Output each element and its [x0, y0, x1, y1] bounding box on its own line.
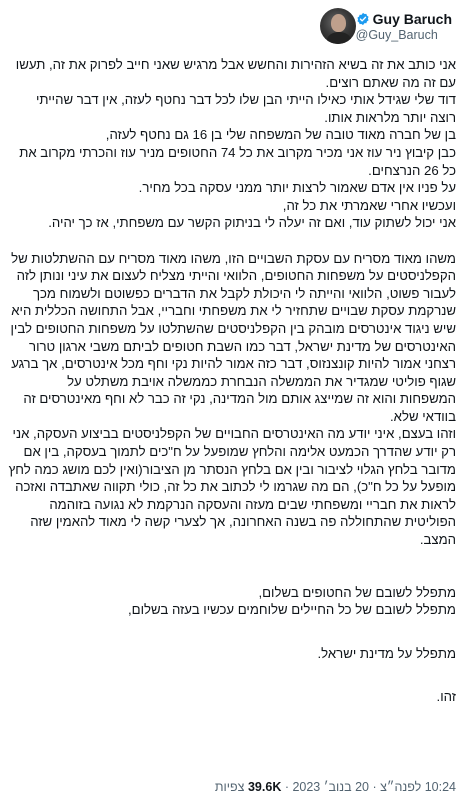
- tweet-paragraph: מתפלל על מדינת ישראל.: [317, 645, 456, 661]
- tweet-paragraph: אני כותב את זה בשיא הזהירות והחשש אבל מרגיש שאני חייב לפרוק את זה, תעשו עם זה מה שאתם רוצים.: [15, 57, 456, 90]
- tweet-paragraph: אני יכול לשתוק עוד, ואם זה יעלה לי בניתוק הקשר עם משפחתי, אז כך יהיה.: [48, 215, 456, 231]
- tweet-paragraph: מתפלל לשובם של החטופים בשלום,: [258, 584, 456, 600]
- views-label: צפיות: [214, 780, 245, 794]
- tweet-header: [0, 0, 462, 50]
- tweet-date[interactable]: 20 בנוב׳ 2023: [292, 780, 369, 794]
- tweet-paragraph: משהו מאוד מסריח עם עסקת השבויים הזו, משהו מאוד מסריח עם ההשתלטות של הקפלניסטים על משפחות החטופים, הלוואי והייתי מצליח לעצום את עיני ונותן לזה לעבור פשוט, הלוואי והייתה לי היכולת לקבל את הדברים כפשוטם ולשמוח מכך שנרקמת עסקת שבויים שתחזיר לי את משפחתי וחבריי, אבל התחושה הכללית היא שיש ניגוד אינטרסים מובהק בין הקפלניסטים שהשתלטו על משפחות החטופים לבין האינטרסים של מדינת ישראל, דבר כמו השבת חטופים לביתם משבי ארגון טרור רצחני אמור להיות קונצנזוס, דבר כזה אמור להיות נקי וחף מכל אינטרסים, אך ברגע שגוף פוליטי שמגדיר את הממשלה הנבחרת כממשלה אויבת משתלט על המשפחות והוא זה שמייצג אותם מול המדינה, נקי זה כבר לא וחף מאינטרסים זה בוודאי שלא.: [10, 250, 456, 424]
- author-display-name[interactable]: Guy Baruch: [372, 10, 452, 27]
- tweet-paragraph: על פניו אין אדם שאמור לרצות יותר ממני עסקה בכל מחיר.: [138, 180, 456, 196]
- tweet-paragraph: דוד שלי שגידל אותי כאילו הייתי הבן שלו לכל דבר נחטף לעזה, אין דבר שהייתי רוצה יותר מלראות אותו.: [35, 92, 456, 125]
- meta-separator: ·: [369, 780, 381, 794]
- tweet-paragraph: זהו.: [436, 689, 456, 705]
- views-count: 39.6K: [247, 780, 282, 794]
- author-handle[interactable]: @Guy_Baruch: [355, 27, 438, 42]
- tweet-time[interactable]: 10:24 לפנה״צ: [380, 780, 456, 794]
- tweet-body: [8, 56, 456, 706]
- avatar[interactable]: [320, 8, 356, 44]
- tweet-paragraph: ועכשיו אחרי שאמרתי את כל זה,: [282, 197, 456, 213]
- author-names: [356, 11, 452, 42]
- tweet-paragraph: מתפלל לשובם של כל החיילים שלוחמים עכשיו בעזה בשלום,: [128, 602, 456, 618]
- name-row: [356, 11, 452, 27]
- author-profile[interactable]: [312, 8, 452, 44]
- tweet-paragraph: כבן קיבוץ ניר עוז אני מכיר מקרוב את כל 74 החטופים מניר עוז והכרתי מקרוב את כל 26 הנרצחים.: [19, 144, 456, 178]
- tweet-meta: [8, 780, 456, 798]
- tweet-paragraph: וזהו בעצם, איני יודע מה האינטרסים החבויים של הקפלניסטים בביצוע העסקה, אני רק יודע שהדרך הכמעט אלימה והלחץ שמופעל על ח"כים לתמוך בעסקה, בין אם מדובר בלחץ הגלוי לציבור ובין אם בלחץ הנסתר מן הציבור(ואין לכם מושג כמה לחץ מופעל על כל ח"כ), הם מה שגרמו לי לכתוב את כל זה, כולי תקווה שאתבדה ואזכה לראות את חבריי ומשפחתי שבים מעזה והעסקה הנרקמת לא נגועה בזוהמה הפוליטית שהתחוללה פה בשנה האחרונה, אך לצערי קשה לי מאוד להאמין שזה המצב.: [8, 426, 456, 548]
- verified-badge-icon: [356, 12, 370, 26]
- meta-separator: ·: [281, 780, 293, 794]
- tweet-paragraph: בן של חברה מאוד טובה של המשפחה שלי בן 16 גם נחטף לעזה,: [105, 127, 456, 143]
